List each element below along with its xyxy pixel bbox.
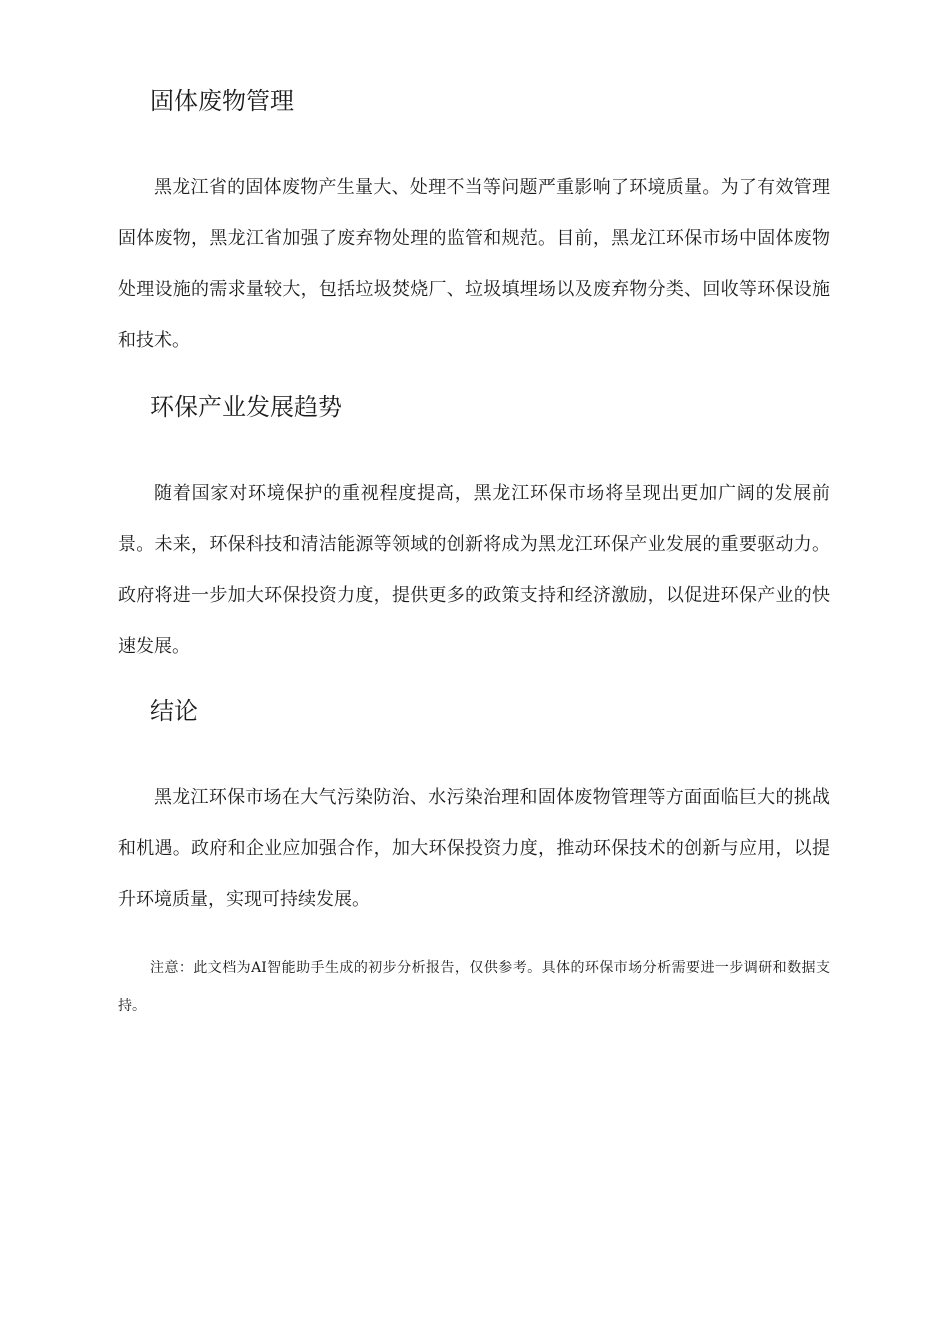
section-paragraph-conclusion: 黑龙江环保市场在大气污染防治、水污染治理和固体废物管理等方面面临巨大的挑战和机遇。政府和企业应加强合作，加大环保投资力度，推动环保技术的创新与应用，以提升环境质量，实现可持续发展。 xyxy=(118,787,830,910)
section-paragraph-industry-trend: 随着国家对环境保护的重视程度提高，黑龙江环保市场将呈现出更加广阔的发展前景。未来，环保科技和清洁能源等领域的创新将成为黑龙江环保产业发展的重要驱动力。政府将进一步加大环保投资力度，提供更多的政策支持和经济激励，以促进环保产业的快速发展。 xyxy=(118,483,830,657)
section-heading-industry-trend: 环保产业发展趋势 xyxy=(150,393,342,421)
section-heading-solid-waste: 固体废物管理 xyxy=(150,87,294,115)
section-paragraph-solid-waste: 黑龙江省的固体废物产生量大、处理不当等问题严重影响了环境质量。为了有效管理固体废物，黑龙江省加强了废弃物处理的监管和规范。目前，黑龙江环保市场中固体废物处理设施的需求量较大，包括垃圾焚烧厂、垃圾填埋场以及废弃物分类、回收等环保设施和技术。 xyxy=(118,177,830,351)
section-heading-conclusion: 结论 xyxy=(150,697,198,725)
disclaimer-note: 注意：此文档为AI智能助手生成的初步分析报告，仅供参考。具体的环保市场分析需要进一步调研和数据支持。 xyxy=(118,960,830,1014)
